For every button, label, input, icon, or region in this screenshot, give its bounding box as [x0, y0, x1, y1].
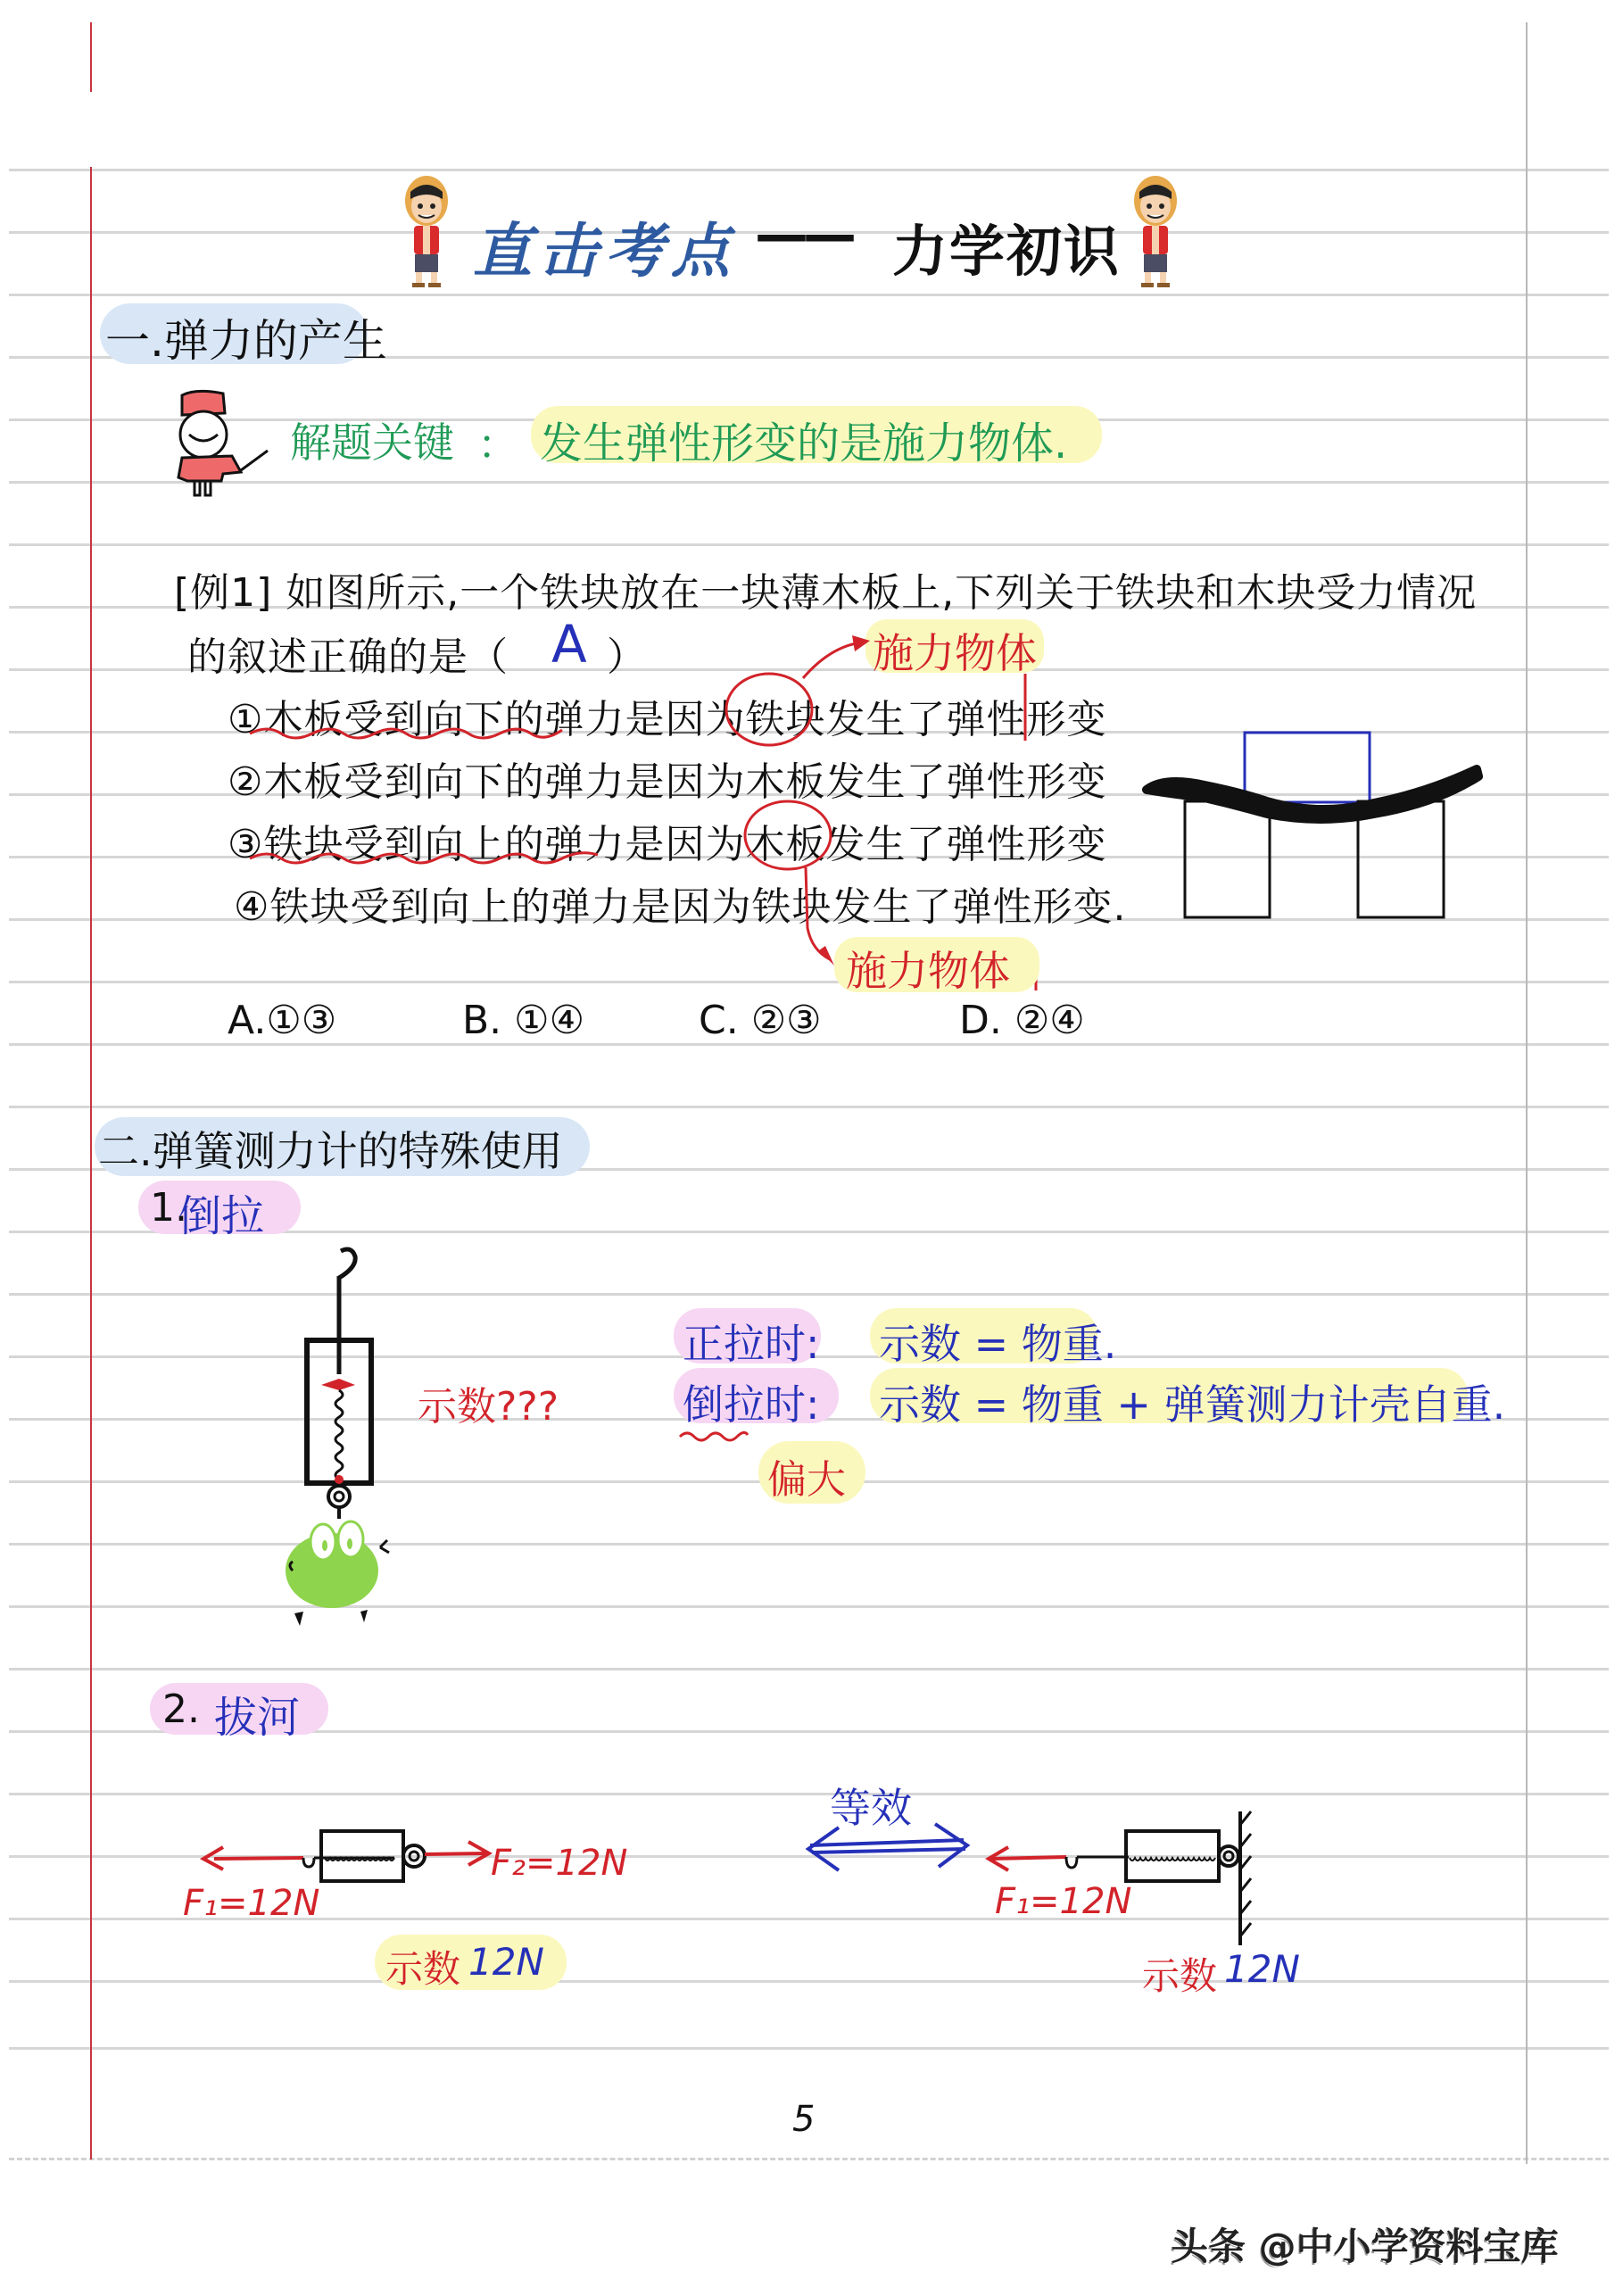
header-title-dash: —— [755, 203, 851, 266]
option-b: B. ①④ [462, 998, 585, 1043]
watermark: 头条 @中小学资料宝库 [1171, 2225, 1559, 2268]
sub2-label: 拔河 [214, 1693, 301, 1743]
tip-text: 发生弹性形变的是施力物体. [540, 419, 1068, 468]
statement-1: ①木板受到向下的弹力是因为铁块发生了弹性形变 [228, 697, 1107, 742]
double-arrow-icon [803, 1820, 973, 1874]
tip-colon: ： [477, 420, 518, 468]
left-f2-label: F₂=12N [491, 1843, 628, 1884]
annotation-applier-top: 施力物体 [873, 629, 1037, 677]
right-f1-label: F₁=12N [995, 1881, 1132, 1922]
sub2-number: 2. [162, 1687, 200, 1732]
statement-3: ③铁块受到向上的弹力是因为木板发生了弹性形变 [228, 822, 1107, 867]
example-stem-line2-prefix: 的叙述正确的是（ [187, 634, 509, 680]
page-number: 5 [792, 2099, 816, 2140]
rule2-text: 示数 = 物重 + 弹簧测力计壳自重. [879, 1380, 1506, 1429]
wavy-underline-icon [678, 1428, 749, 1446]
tug-of-war-diagram-right [973, 1785, 1392, 1963]
equivalent-label: 等效 [830, 1784, 912, 1832]
rule1-label: 正拉时: [683, 1320, 820, 1368]
sub1-label: 倒拉 [178, 1191, 265, 1241]
left-reading-value: 12N [468, 1940, 544, 1984]
right-reading-value: 12N [1224, 1947, 1300, 1991]
option-c: C. ②③ [699, 998, 822, 1043]
page-bottom-dashed-line [9, 2158, 1609, 2160]
rule2-label: 倒拉时: [683, 1380, 820, 1429]
example-answer: A [551, 614, 587, 675]
left-f1-label: F₁=12N [183, 1883, 320, 1924]
inverted-spring-scale-icon [268, 1240, 410, 1633]
right-reading-label: 示数 [1142, 1954, 1218, 1998]
statement-4: ④铁块受到向上的弹力是因为铁块发生了弹性形变. [234, 884, 1127, 930]
header-title-right: 力学初识 [892, 219, 1122, 284]
rule1-text: 示数 = 物重. [879, 1320, 1117, 1368]
inverted-note: 偏大 [767, 1457, 846, 1503]
section1-heading: 一.弹力的产生 [105, 315, 387, 367]
annotation-applier-bottom: 施力物体 [846, 947, 1010, 995]
statement-2: ②木板受到向下的弹力是因为木板发生了弹性形变 [228, 759, 1107, 805]
board-block-diagram [1133, 705, 1508, 937]
section2-heading: 二.弹簧测力计的特殊使用 [98, 1127, 563, 1175]
option-a: A.①③ [228, 998, 337, 1043]
sub1-number: 1. [150, 1185, 187, 1231]
option-d: D. ②④ [959, 998, 1085, 1043]
tip-label: 解题关键 [290, 419, 454, 467]
inverted-reading-question: 示数??? [418, 1384, 559, 1430]
example-stem-line2-suffix: ） [607, 634, 647, 680]
header-title-left: 直击考点 [473, 217, 737, 286]
left-reading-label: 示数 [385, 1947, 461, 1991]
example-stem-line1: [例1] 如图所示,一个铁块放在一块薄木板上,下列关于铁块和木块受力情况 [174, 570, 1478, 616]
